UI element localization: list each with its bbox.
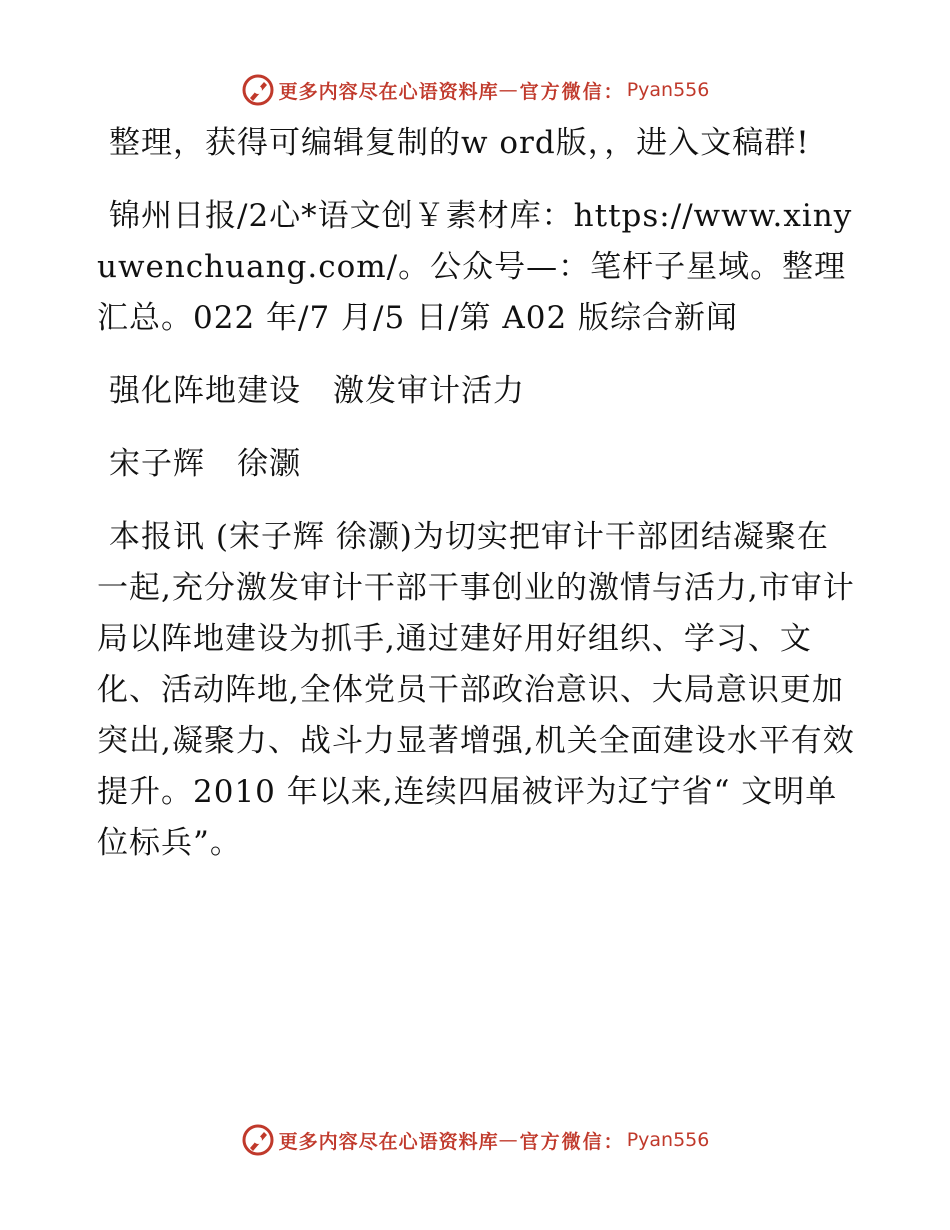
brand-logo-icon [241,73,275,107]
banner-brand-text: 更多内容尽在心语资料库 [278,80,499,103]
banner-wechat-id: Pyan556 [626,79,710,101]
banner-separator: — [498,1129,518,1151]
article-authors: 宋子辉 徐灏 [109,446,301,482]
banner-separator: — [498,79,518,101]
brand-logo-icon [241,1123,275,1157]
banner-wechat-label: 官方微信： [519,1130,625,1153]
article-body-paragraph: 本报讯 (宋子辉 徐灏)为切实把审计干部团结凝聚在一起,充分激发审计干部干事创业的激情与活力,市审计局以阵地建设为抓手,通过建好用好组织、学习、文化、活动阵地,全体党员干部政治意识、大局意识更加突出,凝聚力、战斗力显著增强,机关全面建设水平有效提升。2010 年以来,连续四届被评为辽宁省“ 文明单位标兵”。 [97,519,855,861]
banner-wechat-id: Pyan556 [626,1129,710,1151]
intro-note-paragraph: 整理，获得可编辑复制的w ord版，，进入文稿群! [109,125,810,161]
header-watermark-banner [0,70,950,110]
source-info-paragraph: 锦州日报/2心*语文创￥素材库：https://www.xinyuwenchuang.com/。公众号—：笔杆子星域。整理汇总。022 年/7 月/5 日/第 A02 版综合新闻 [97,198,853,336]
banner-wechat-label: 官方微信： [519,80,625,103]
banner-brand-text: 更多内容尽在心语资料库 [278,1130,499,1153]
document-body [97,118,857,891]
article-title: 强化阵地建设 激发审计活力 [109,373,525,409]
footer-watermark-banner [0,1120,950,1160]
